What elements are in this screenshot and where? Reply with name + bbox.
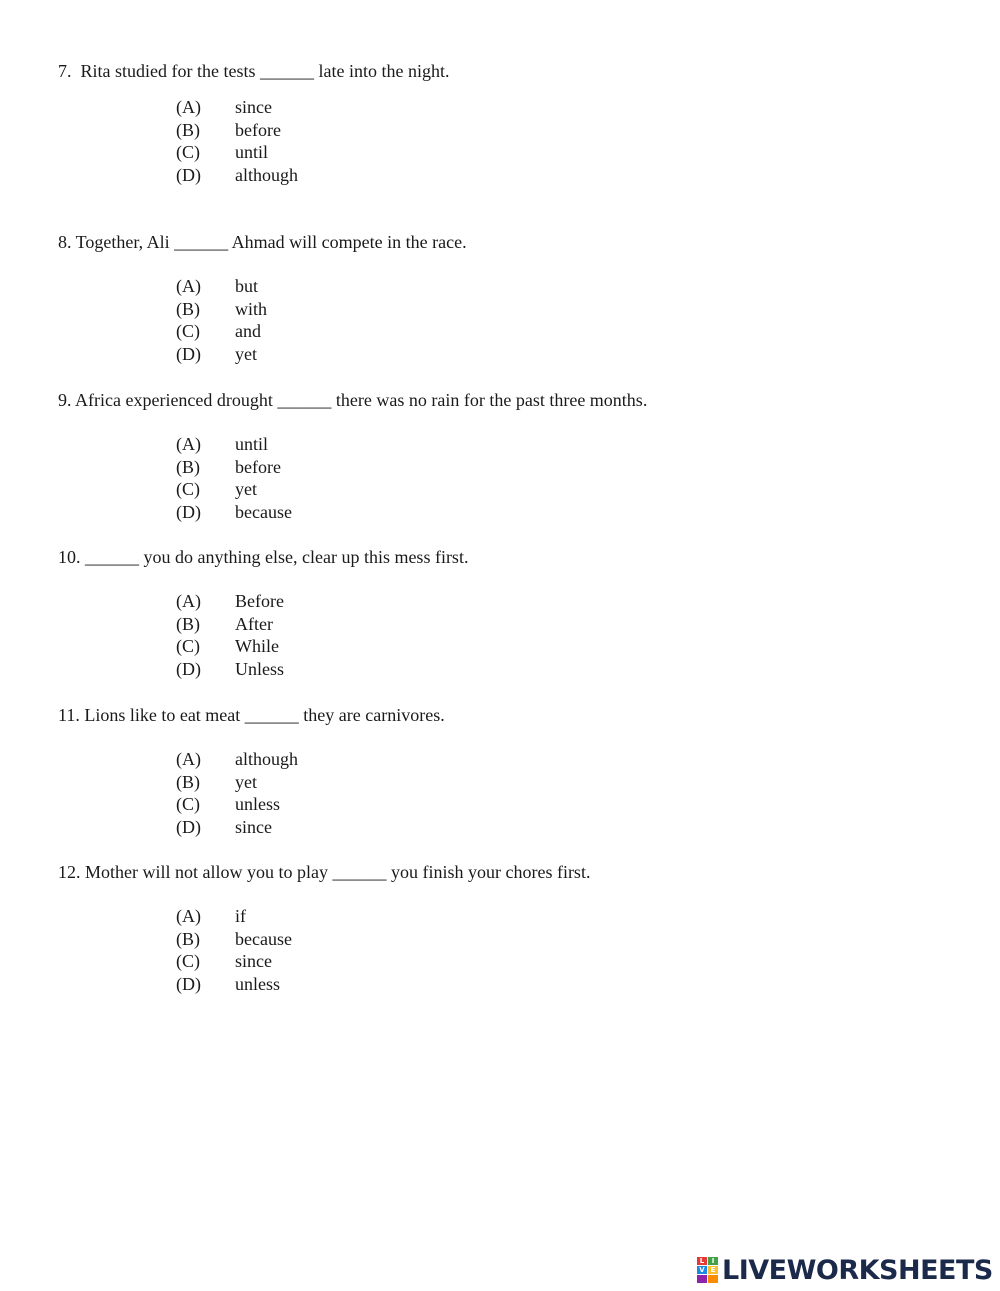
option-b[interactable]: (B) because (176, 928, 292, 949)
option-b[interactable]: (B) before (176, 456, 281, 477)
question-9-text: 9. Africa experienced drought ______ there was no rain for the past three months. (58, 390, 648, 410)
option-c[interactable]: (C) unless (176, 794, 280, 815)
question-7-text: 7. Rita studied for the tests ______ late into the night. (58, 61, 450, 81)
logo-block: L (697, 1257, 707, 1265)
question-11-options (176, 748, 298, 838)
option-d[interactable]: (D) because (176, 501, 292, 522)
option-a[interactable]: (A) but (176, 276, 259, 296)
logo-block (708, 1275, 718, 1283)
logo-block: V (697, 1266, 707, 1274)
option-d[interactable]: (D) unless (176, 973, 280, 994)
option-a[interactable]: (A) if (176, 906, 246, 926)
option-d[interactable]: (D) although (176, 164, 298, 185)
logo-text: LIVEWORKSHEETS (722, 1254, 993, 1286)
option-d[interactable]: (D) yet (176, 343, 257, 364)
option-a[interactable]: (A) Before (176, 591, 284, 611)
logo-block: I (708, 1257, 718, 1265)
option-c[interactable]: (C) since (176, 951, 272, 972)
logo-block (697, 1275, 707, 1283)
option-b[interactable]: (B) yet (176, 771, 257, 792)
option-c[interactable]: (C) until (176, 142, 269, 163)
option-b[interactable]: (B) before (176, 119, 281, 140)
logo-blocks-icon (697, 1257, 719, 1283)
liveworksheets-logo (697, 1255, 993, 1285)
option-b[interactable]: (B) After (176, 613, 273, 634)
question-12-options (176, 905, 292, 995)
option-c[interactable]: (C) and (176, 321, 261, 342)
question-7-options (176, 96, 298, 186)
logo-block: E (708, 1266, 718, 1274)
question-8-text: 8. Together, Ali ______ Ahmad will compete in the race. (58, 232, 467, 252)
option-b[interactable]: (B) with (176, 298, 268, 319)
question-8-options (176, 275, 267, 365)
option-a[interactable]: (A) although (176, 749, 298, 769)
question-11-text: 11. Lions like to eat meat ______ they are carnivores. (58, 705, 445, 725)
option-d[interactable]: (D) Unless (176, 658, 284, 679)
question-12-text: 12. Mother will not allow you to play ______ you finish your chores first. (58, 862, 591, 882)
question-10-options (176, 590, 284, 680)
option-c[interactable]: (C) yet (176, 479, 257, 500)
question-9-options (176, 433, 292, 523)
option-d[interactable]: (D) since (176, 816, 272, 837)
option-c[interactable]: (C) While (176, 636, 279, 657)
option-a[interactable]: (A) until (176, 434, 269, 454)
option-a[interactable]: (A) since (176, 97, 272, 117)
question-10-text: 10. ______ you do anything else, clear up this mess first. (58, 547, 469, 567)
